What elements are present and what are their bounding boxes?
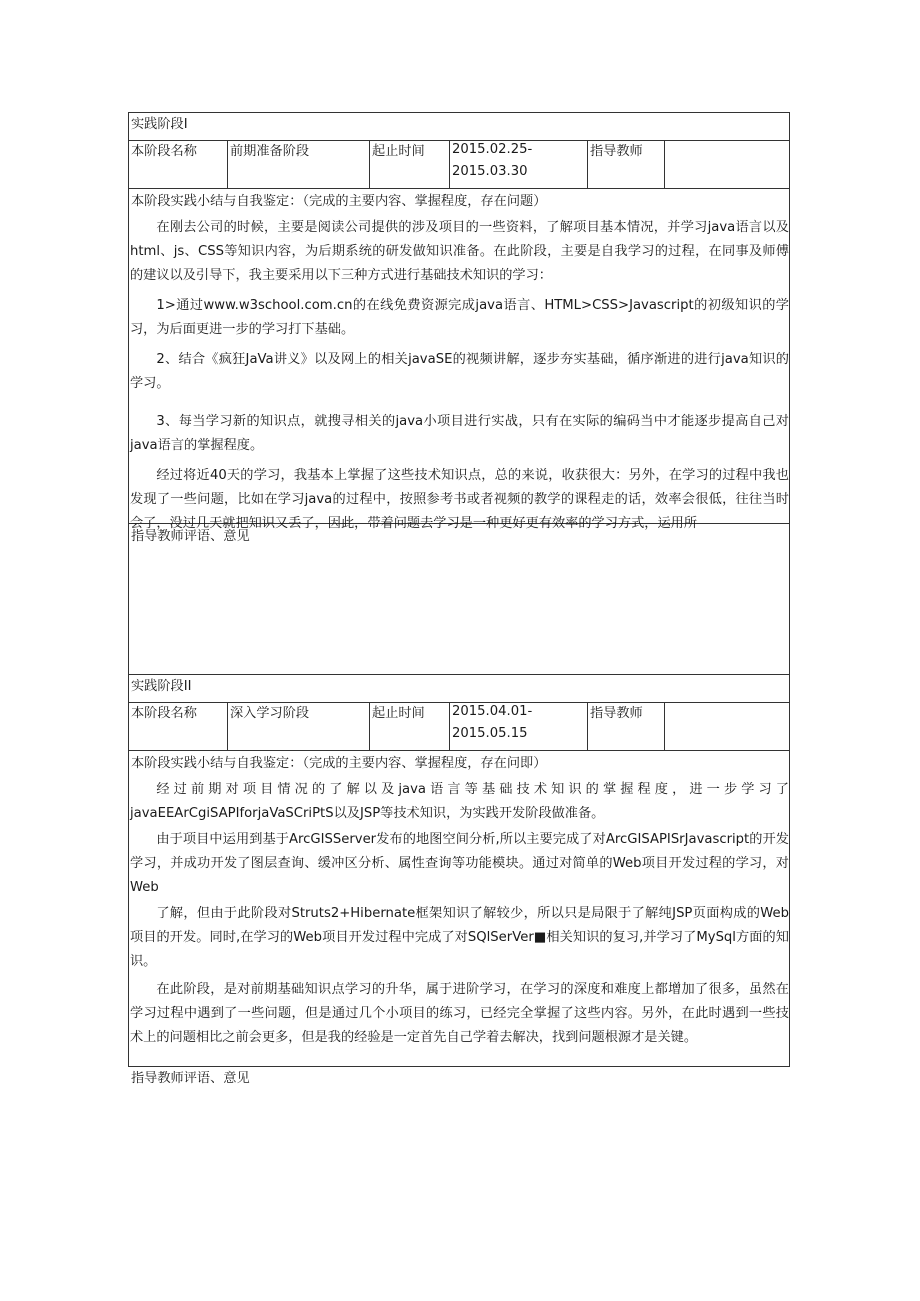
stage1-time-start: 2015.02.25- bbox=[452, 142, 533, 157]
stage2-paragraph: 在此阶段，是对前期基础知识点学习的升华，属于进阶学习，在学习的深度和难度上都增加了很多，虽然在学习过程中遇到了一些问题，但是通过几个小项目的练习，已经完全掌握了这些内容。另外，在此时遇到一些技术上的问题相比之前会更多，但是我的经验是一定首先自己学着去解决，找到问题根源才是关键。 bbox=[130, 982, 789, 1045]
stage1-time-end: 2015.03.30 bbox=[452, 164, 528, 179]
stage2-time-start: 2015.04.01- bbox=[452, 704, 533, 719]
stage1-name-value: 前期准备阶段 bbox=[230, 144, 310, 159]
stage1-paragraph: 1>通过www.w3school.com.cn的在线免费资源完成java语言、HTML>CSS>Javascript的初级知识的学习，为后面更进一步的学习打下基础。 bbox=[130, 298, 789, 337]
stage2-name-label: 本阶段名称 bbox=[131, 706, 197, 721]
stage1-name-label: 本阶段名称 bbox=[131, 144, 197, 159]
stage2-title: 实践阶段II bbox=[131, 679, 192, 694]
stage2-paragraph: 了解，但由于此阶段对Struts2+Hibernate框架知识了解较少，所以只是局限于了解纯JSP页面构成的Web项目的开发。同时,在学习的Web项目开发过程中完成了对SQlSerVer■相关知识的复习,并学习了MySql方面的知识。 bbox=[130, 906, 789, 969]
stage2-name-value: 深入学习阶段 bbox=[230, 706, 310, 721]
stage1-teacher-label: 指导教师 bbox=[590, 144, 643, 159]
stage2-time-end: 2015.05.15 bbox=[452, 726, 528, 741]
stage1-time-label: 起止时间 bbox=[372, 144, 425, 159]
stage1-title: 实践阶段I bbox=[131, 117, 188, 132]
stage2-comment-label: 指导教师评语、意见 bbox=[131, 1071, 250, 1086]
stage1-comment-label: 指导教师评语、意见 bbox=[131, 529, 250, 544]
stage2-paragraph: 经过前期对项目情况的了解以及java语言等基础技术知识的掌握程度，进一步学习了javaEEArCgiSAPIforjaVaSCriPtS以及JSP等技术知识，为实践开发阶段做准备。 bbox=[130, 782, 789, 821]
stage1-paragraph: 3、每当学习新的知识点，就搜寻相关的java小项目进行实战，只有在实际的编码当中才能逐步提高自己对java语言的掌握程度。 bbox=[130, 414, 789, 453]
stage1-paragraph: 经过将近40天的学习，我基本上掌握了这些技术知识点，总的来说，收获很大：另外，在学习的过程中我也发现了一些问题，比如在学习java的过程中，按照参考书或者视频的教学的课程走的话，效率会很低，往往当时会了，没过几天就把知识又丢了，因此，带着问题去学习是一种更好更有效率的学习方式，运用所 bbox=[130, 468, 789, 531]
stage2-teacher-label: 指导教师 bbox=[590, 706, 643, 721]
stage1-summary-heading: 本阶段实践小结与自我鉴定：（完成的主要内容、掌握程度，存在问题） bbox=[131, 194, 547, 209]
stage2-time-label: 起止时间 bbox=[372, 706, 425, 721]
stage1-paragraph: 在刚去公司的时候，主要是阅读公司提供的涉及项目的一些资料，了解项目基本情况，并学习java语言以及html、js、CSS等知识内容，为后期系统的研发做知识准备。在此阶段，主要是自我学习的过程，在同事及师傅的建议以及引导下，我主要采用以下三种方式进行基础技术知识的学习： bbox=[130, 220, 789, 283]
stage2-summary-body bbox=[130, 778, 789, 1050]
stage2-summary-heading: 本阶段实践小结与自我鉴定：（完成的主要内容、掌握程度，存在问即） bbox=[131, 756, 547, 771]
stage1-summary-body bbox=[130, 216, 789, 536]
stage2-paragraph: 由于项目中运用到基于ArcGISServer发布的地图空间分析,所以主要完成了对ArcGISAPISrJavascript的开发学习，并成功开发了图层查询、缓冲区分析、属性查询等功能模块。通过对简单的Web项目开发过程的学习，对Web bbox=[130, 832, 789, 895]
stage1-paragraph: 2、结合《疯狂JaVa讲义》以及网上的相关javaSE的视频讲解，逐步夯实基础，循序渐进的进行java知识的学习。 bbox=[130, 352, 789, 391]
